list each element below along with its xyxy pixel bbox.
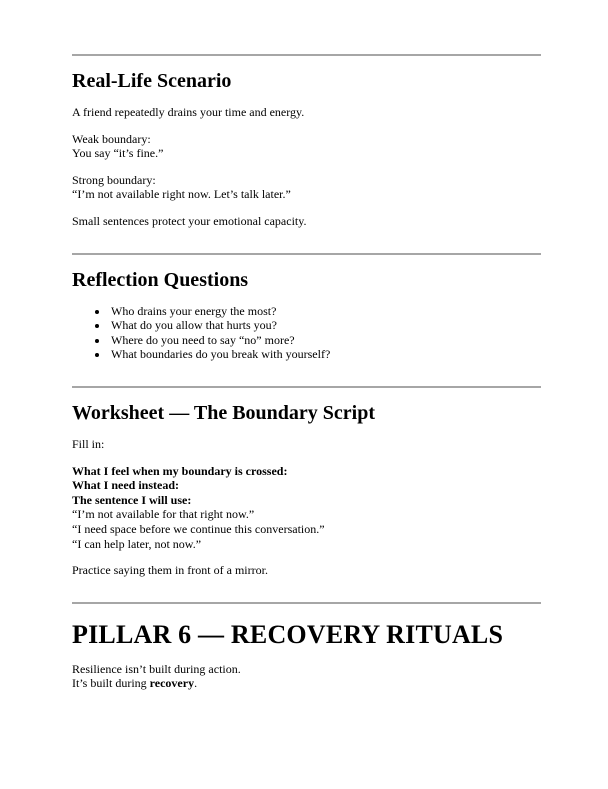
weak-boundary-label: Weak boundary:	[72, 131, 151, 146]
reflection-questions-list	[72, 304, 541, 362]
weak-boundary-paragraph	[72, 132, 541, 161]
list-item: • Where do you need to say “no” more?	[109, 333, 541, 348]
list-item: • What boundaries do you break with yourself?	[109, 347, 541, 362]
recovery-bold-word: recovery	[149, 676, 195, 691]
horizontal-rule	[72, 54, 541, 56]
horizontal-rule	[72, 253, 541, 255]
section-heading-real-life-scenario: Real-Life Scenario	[72, 70, 232, 92]
worksheet-example-sentence: “I’m not available for that right now.”	[72, 507, 255, 522]
paragraph-line: Resilience isn’t built during action.	[72, 661, 241, 676]
paragraph-line: Practice saying them in front of a mirror.	[72, 563, 268, 578]
pillar-6-intro-paragraph	[72, 662, 541, 691]
horizontal-rule	[72, 386, 541, 388]
paragraph-line: A friend repeatedly drains your time and energy.	[72, 105, 305, 119]
scenario-outro-paragraph	[72, 214, 541, 229]
line-text-prefix: It’s built during	[72, 676, 150, 691]
strong-boundary-example: “I’m not available right now. Let’s talk later.”	[72, 187, 291, 202]
boundary-script-block	[72, 464, 541, 552]
worksheet-prompt: What I need instead:	[72, 478, 180, 493]
section-heading-worksheet: Worksheet — The Boundary Script	[72, 401, 375, 424]
paragraph-line	[72, 676, 541, 691]
strong-boundary-label: Strong boundary:	[72, 172, 156, 187]
section-heading-reflection-questions: Reflection Questions	[72, 268, 249, 291]
list-item: • Who drains your energy the most?	[109, 304, 541, 319]
paragraph-line: Fill in:	[72, 436, 105, 451]
scenario-intro-paragraph	[72, 105, 541, 120]
list-item: • What do you allow that hurts you?	[109, 318, 541, 333]
worksheet-prompt: What I feel when my boundary is crossed:	[72, 463, 288, 478]
practice-paragraph	[72, 563, 541, 578]
worksheet-example-sentence: “I need space before we continue this conversation.”	[72, 521, 325, 536]
pillar-6-heading: PILLAR 6 — RECOVERY RITUALS	[72, 619, 504, 649]
line-text-suffix: .	[194, 676, 198, 691]
horizontal-rule	[72, 602, 541, 604]
worksheet-example-sentence: “I can help later, not now.”	[72, 536, 202, 551]
paragraph-line: Small sentences protect your emotional capacity.	[72, 213, 307, 228]
fill-in-paragraph	[72, 437, 541, 452]
worksheet-prompt: The sentence I will use:	[72, 492, 192, 507]
weak-boundary-example: You say “it’s fine.”	[72, 146, 164, 161]
strong-boundary-paragraph	[72, 173, 541, 202]
